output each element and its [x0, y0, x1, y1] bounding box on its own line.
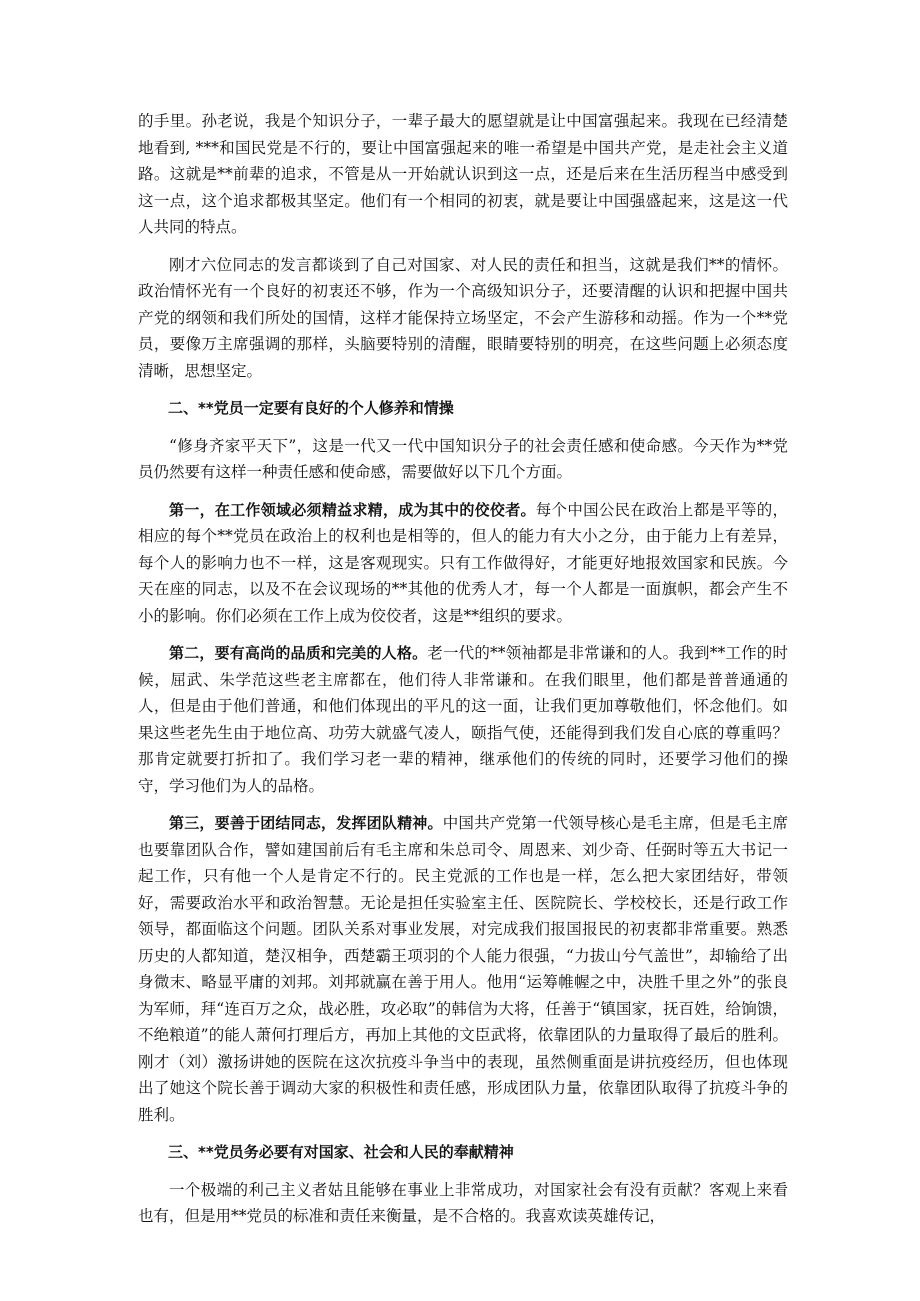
point-first-body: 每个中国公民在政治上都是平等的，相应的每个**党员在政治上的权利也是相等的，但人的能力有大小之分，由于能力上有差异，每个人的影响力也不一样，这是客观现实。只有工作做得好，才能更好地报效国家和民族。今天在座的同志，以及不在会议现场的**其他的优秀人才，每一个人都是一面旗帜，都会产生不小的影响。你们必须在工作上成为佼佼者，这是**组织的要求。 — [138, 500, 788, 625]
point-second — [138, 640, 788, 799]
paragraph-continued: 的手里。孙老说，我是个知识分子，一辈子最大的愿望就是让中国富强起来。我现在已经清楚地看到, ***和国民党是不行的，要让中国富强起来的唯一希望是中国共产党，是走社会主义道路。这就是**前辈的追求，不管是从一开始就认识到这一点，还是后来在生活历程当中感受到这一点，这个追求都极其坚定。他们有一个相同的初衷，就是要让中国强盛起来，这是这一代人共同的特点。 — [138, 112, 788, 236]
point-first-lead: 第一，在工作领域必须精益求精，成为其中的佼佼者。 — [169, 500, 536, 519]
section-heading-3: 三、**党员务必要有对国家、社会和人民的奉献精神 — [168, 1143, 514, 1161]
point-third-lead: 第三，要善于团结同志，发挥团队精神。 — [169, 814, 443, 832]
paragraph-responsibility: 刚才六位同志的发言都谈到了自己对国家、对人民的责任和担当，这就是我们**的情怀。政治情怀光有一个良好的初衷还不够，作为一个高级知识分子，还要清醒的认识和把握中国共产党的纲领和我们所处的国情，这样才能保持立场坚定，不会产生游移和动摇。作为一个**党员，要像万主席强调的那样，头脑要特别的清醒，眼睛要特别的明亮，在这些问题上必须态度清晰，思想坚定。 — [138, 255, 788, 380]
point-first — [138, 497, 788, 630]
section-2-intro: “修身齐家平天下”，这是一代又一代中国知识分子的社会责任感和使命感。今天作为**党员仍然要有这样一种责任感和使命感，需要做好以下几个方面。 — [138, 436, 788, 481]
section-3-intro: 一个极端的利己主义者姑且能够在事业上非常成功，对国家社会有没有贡献？客观上来看也有，但是用**党员的标准和责任来衡量，是不合格的。我喜欢读英雄传记， — [138, 1180, 788, 1225]
point-second-lead: 第二，要有高尚的品质和完美的人格。 — [169, 644, 428, 662]
section-heading-2: 二、**党员一定要有良好的个人修养和情操 — [168, 399, 454, 417]
point-second-body: 老一代的**领袖都是非常谦和的人。我到**工作的时候，屈武、朱学范这些老主席都在，他们待人非常谦和。在我们眼里，他们都是普普通通的人，但是由于他们普通，和他们体现出的平凡的这一面，让我们更加尊敬他们，怀念他们。如果这些老先生由于地位高、功劳大就盛气凌人，颐指气使，还能得到我们发自心底的尊重吗？那肯定就要打折扣了。我们学习老一辈的精神，继承他们的传统的同时，还要学习他们的操守，学习他们为人的品格。 — [138, 644, 788, 795]
document-page — [138, 108, 788, 1241]
point-third — [138, 810, 788, 1128]
point-third-body: 中国共产党第一代领导核心是毛主席，但是毛主席也要靠团队合作，譬如建国前后有毛主席和朱总司令、周恩来、刘少奇、任弼时等五大书记一起工作，只有他一个人是肯定不行的。民主党派的工作也是一样，怎么把大家团结好，带领好，需要政治水平和政治智慧。无论是担任实验室主任、医院院长、学校校长，还是行政工作领导，都面临这个问题。团队关系对事业发展，对完成我们报国报民的初衷都非常重要。熟悉历史的人都知道，楚汉相争，西楚霸王项羽的个人能力很强，“力拔山兮气盖世”，却输给了出身微末、略显平庸的刘邦。刘邦就赢在善于用人。他用“运筹帷幄之中，决胜千里之外”的张良为军师，拜“连百万之众，战必胜，攻必取”的韩信为大将，任善于“镇国家，抚百姓，给饷馈，不绝粮道”的能人萧何打理后方，再加上其他的文臣武将，依靠团队的力量取得了最后的胜利。刚才（刘）激扬讲她的医院在这次抗疫斗争当中的表现，虽然侧重面是讲抗疫经历，但也体现出了她这个院长善于调动大家的积极性和责任感，形成团队力量，依靠团队取得了抗疫斗争的胜利。 — [138, 814, 788, 1124]
